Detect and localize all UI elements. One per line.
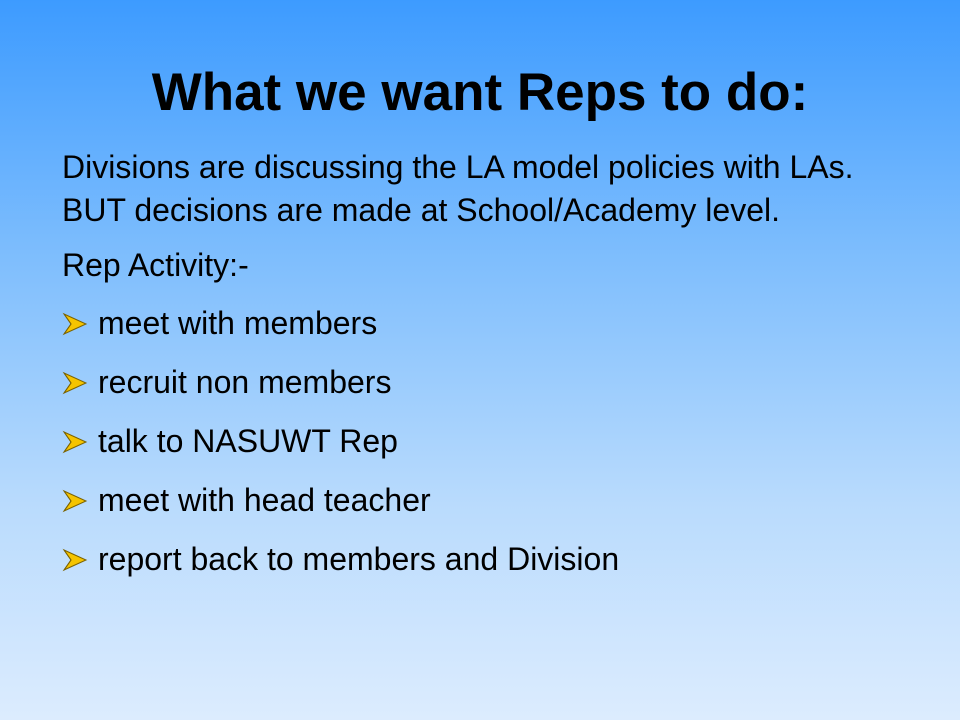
arrowhead-bullet-icon [62,371,88,395]
bullet-item [62,361,922,404]
bullet-text: report back to members and Division [98,541,620,577]
bullet-text: talk to NASUWT Rep [98,423,398,459]
intro-paragraph: Divisions are discussing the LA model policies with LAs. BUT decisions are made at School/Academy level. [62,149,854,228]
bullet-text: recruit non members [98,364,392,400]
slide-body [62,146,922,597]
activity-bullet-list [62,302,922,581]
bullet-item [62,420,922,463]
arrowhead-bullet-icon [62,430,88,454]
arrowhead-bullet-icon [62,489,88,513]
arrowhead-bullet-icon [62,312,88,336]
bullet-item [62,302,922,345]
arrowhead-bullet-icon [62,548,88,572]
bullet-text: meet with members [98,305,378,341]
bullet-item [62,538,922,581]
slide-title: What we want Reps to do: [151,63,809,122]
bullet-text: meet with head teacher [98,482,431,518]
bullet-item [62,479,922,522]
rep-activity-label: Rep Activity:- [62,247,249,283]
